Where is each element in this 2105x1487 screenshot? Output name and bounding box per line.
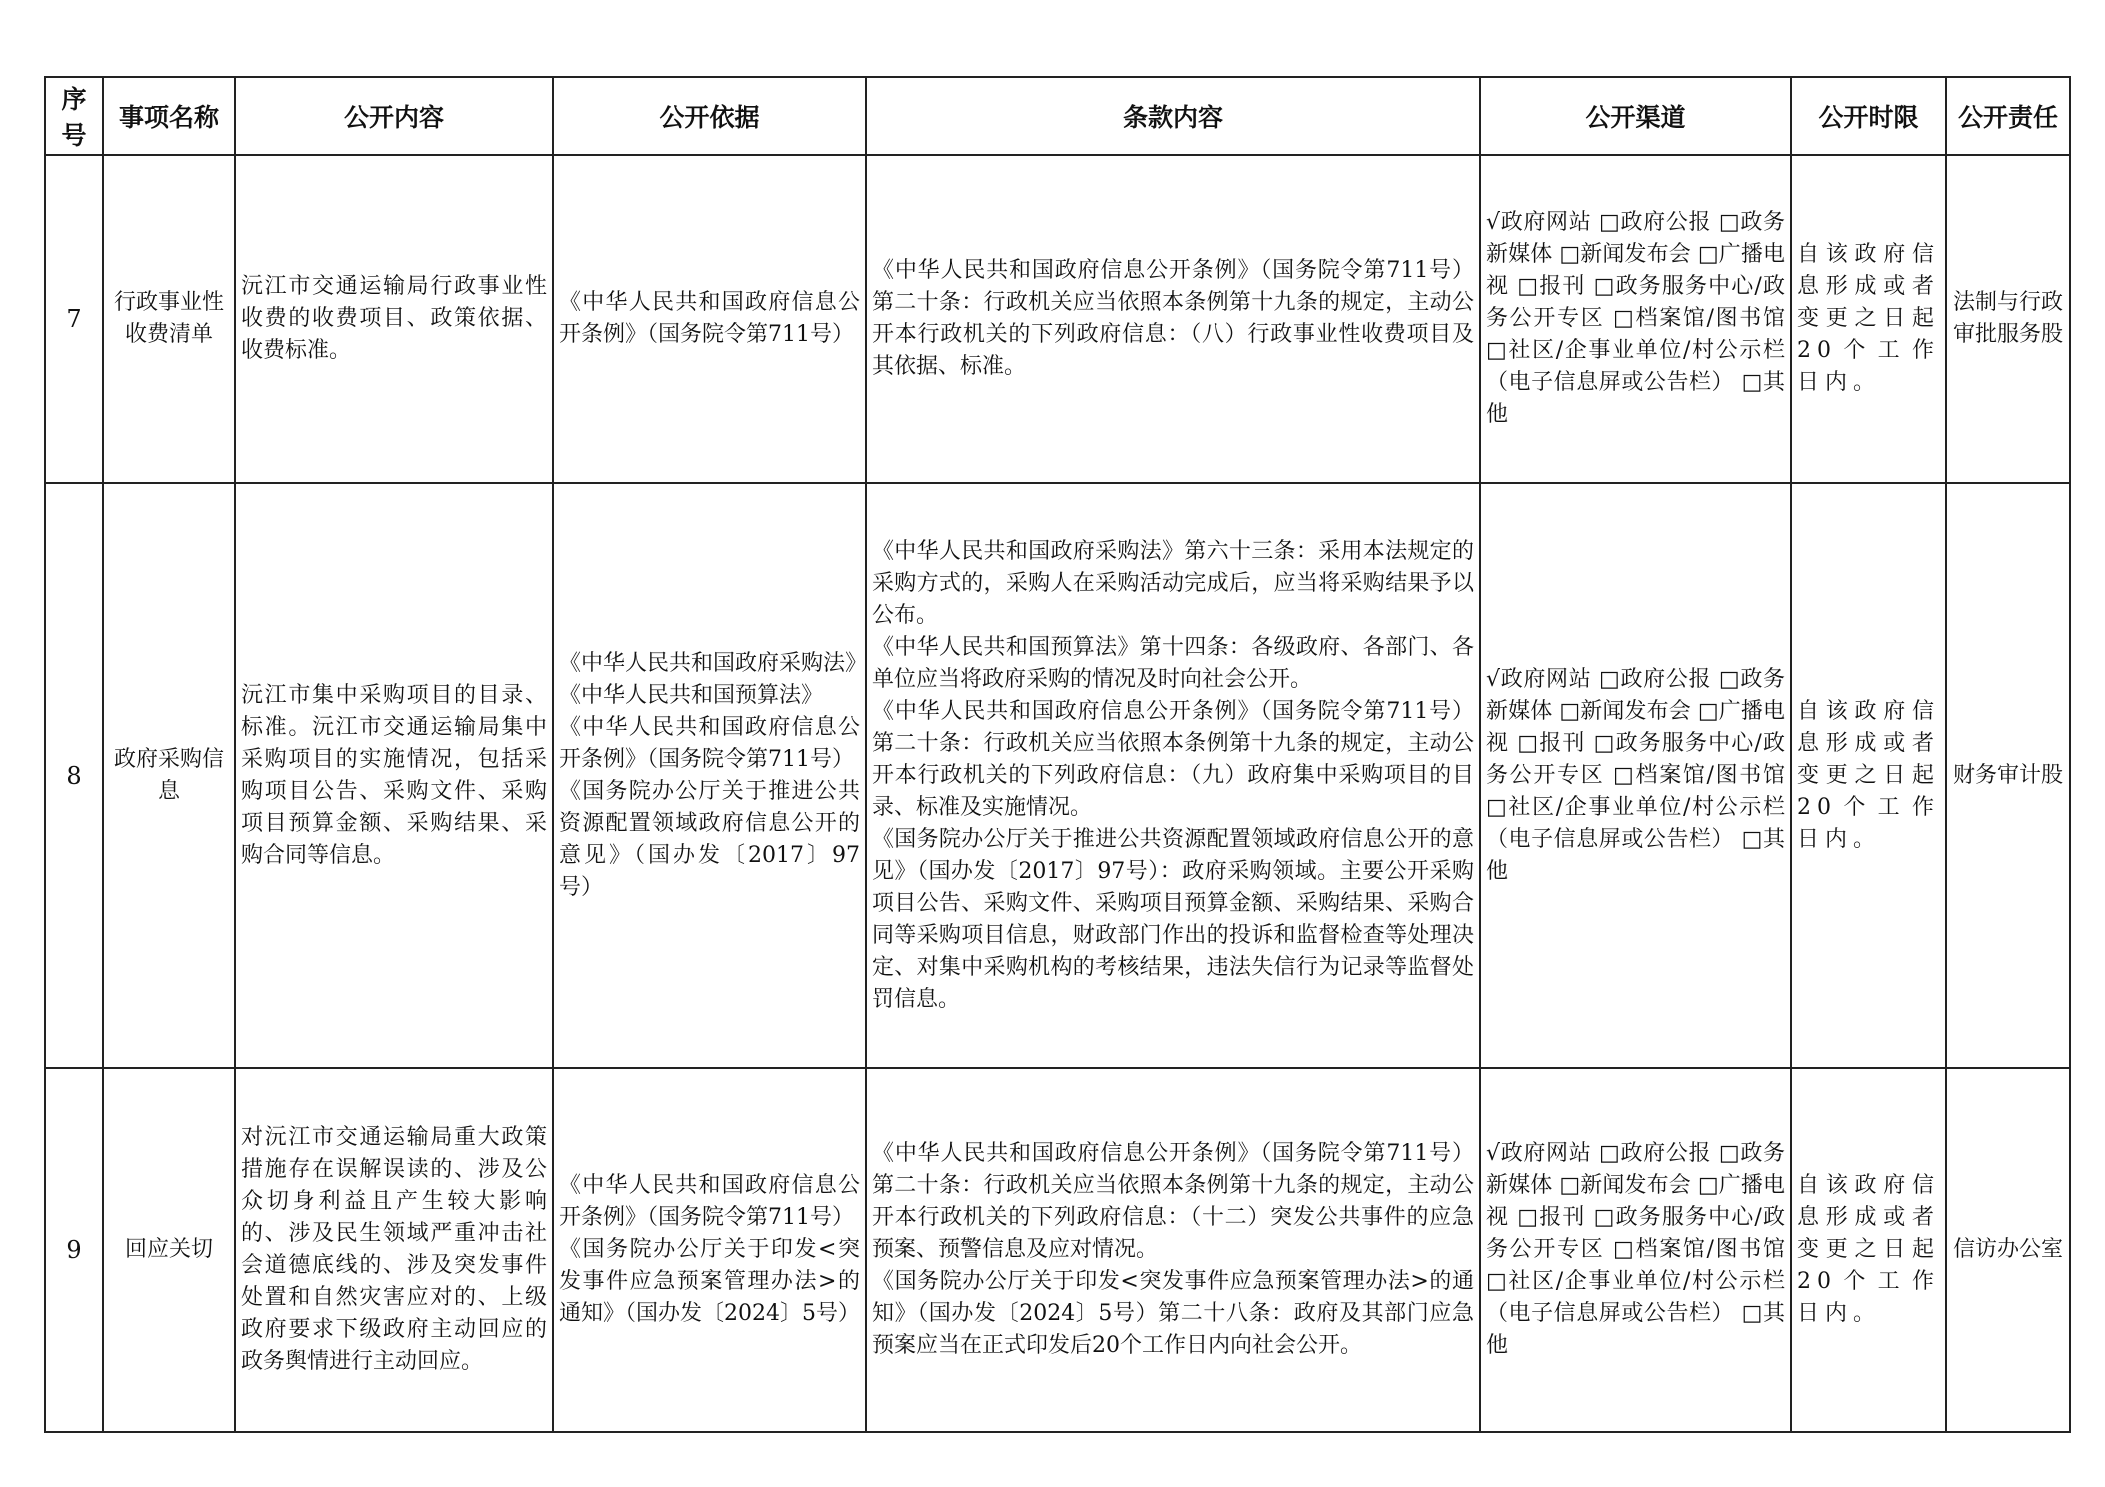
table-row — [45, 1068, 2070, 1432]
cell-responsibility: 法制与行政审批服务股 — [1946, 155, 2070, 483]
basis-item: 《中华人民共和国政府信息公开条例》（国务院令第711号） — [559, 714, 860, 772]
table-row — [45, 155, 2070, 483]
cell-time-limit: 自该政府信息形成或者变更之日起20个工作日内。 — [1791, 1068, 1946, 1432]
clause-item: 《国务院办公厅关于推进公共资源配置领域政府信息公开的意见》（国办发〔2017〕97号）：政府采购领域。主要公开采购项目公告、采购文件、采购项目预算金额、采购结果、采购合同等采购项目信息，财政部门作出的投诉和监督检查等处理决定、对集中采购机构的考核结果，违法失信行为记录等监督处罚信息。 — [872, 826, 1474, 1012]
header-responsibility: 公开责任 — [1946, 77, 2070, 155]
basis-item: 《中华人民共和国政府信息公开条例》（国务院令第711号） — [559, 290, 860, 347]
basis-item: 《中华人民共和国政府采购法》 — [559, 650, 868, 676]
clause-item: 《中华人民共和国政府采购法》第六十三条：采用本法规定的采购方式的，采购人在采购活动完成后，应当将采购结果予以公布。 — [872, 538, 1474, 628]
clause-item: 《中华人民共和国政府信息公开条例》（国务院令第711号）第二十条：行政机关应当依照本条例第十九条的规定，主动公开本行政机关的下列政府信息：（九）政府集中采购项目的目录、标准及实施情况。 — [872, 698, 1474, 820]
cell-content: 沅江市交通运输局行政事业性收费的收费项目、政策依据、收费标准。 — [235, 155, 553, 483]
basis-item: 《中华人民共和国政府信息公开条例》（国务院令第711号） — [559, 1173, 860, 1230]
basis-item: 《国务院办公厅关于推进公共资源配置领域政府信息公开的意见》（国办发〔2017〕97号） — [559, 778, 860, 900]
header-clauses: 条款内容 — [866, 77, 1480, 155]
clause-item: 《中华人民共和国政府信息公开条例》（国务院令第711号）第二十条：行政机关应当依照本条例第十九条的规定，主动公开本行政机关的下列政府信息：（八）行政事业性收费项目及其依据、标准。 — [872, 258, 1474, 379]
cell-name: 回应关切 — [103, 1068, 235, 1432]
cell-responsibility: 信访办公室 — [1946, 1068, 2070, 1432]
header-name: 事项名称 — [103, 77, 235, 155]
cell-channel: √政府网站 □政府公报 □政务新媒体 □新闻发布会 □广播电视 □报刊 □政务服务中心/政务公开专区 □档案馆/图书馆 □社区/企事业单位/村公示栏（电子信息屏或公告栏） □其他 — [1480, 1068, 1791, 1432]
cell-channel: √政府网站 □政府公报 □政务新媒体 □新闻发布会 □广播电视 □报刊 □政务服务中心/政务公开专区 □档案馆/图书馆 □社区/企事业单位/村公示栏（电子信息屏或公告栏） □其他 — [1480, 483, 1791, 1068]
cell-seq: 7 — [45, 155, 103, 483]
basis-item: 《国务院办公厅关于印发<突发事件应急预案管理办法>的通知》（国办发〔2024〕5号） — [559, 1237, 860, 1326]
cell-content: 对沅江市交通运输局重大政策措施存在误解误读的、涉及公众切身利益且产生较大影响的、涉及民生领域严重冲击社会道德底线的、涉及突发事件处置和自然灾害应对的、上级政府要求下级政府主动回应的政务舆情进行主动回应。 — [235, 1068, 553, 1432]
cell-responsibility: 财务审计股 — [1946, 483, 2070, 1068]
cell-name: 政府采购信息 — [103, 483, 235, 1068]
cell-time-limit: 自该政府信息形成或者变更之日起20个工作日内。 — [1791, 155, 1946, 483]
header-time-limit: 公开时限 — [1791, 77, 1946, 155]
disclosure-table — [44, 76, 2071, 1433]
cell-clauses — [866, 1068, 1480, 1432]
basis-item: 《中华人民共和国预算法》 — [559, 682, 824, 708]
cell-clauses — [866, 483, 1480, 1068]
cell-basis — [553, 155, 866, 483]
cell-clauses — [866, 155, 1480, 483]
header-row — [45, 77, 2070, 155]
clause-item: 《中华人民共和国预算法》第十四条：各级政府、各部门、各单位应当将政府采购的情况及时向社会公开。 — [872, 634, 1474, 692]
header-content: 公开内容 — [235, 77, 553, 155]
cell-basis — [553, 1068, 866, 1432]
header-basis: 公开依据 — [553, 77, 866, 155]
cell-name: 行政事业性收费清单 — [103, 155, 235, 483]
header-channel: 公开渠道 — [1480, 77, 1791, 155]
cell-seq: 9 — [45, 1068, 103, 1432]
cell-basis — [553, 483, 866, 1068]
cell-time-limit: 自该政府信息形成或者变更之日起20个工作日内。 — [1791, 483, 1946, 1068]
clause-item: 《中华人民共和国政府信息公开条例》（国务院令第711号）第二十条：行政机关应当依照本条例第十九条的规定，主动公开本行政机关的下列政府信息：（十二）突发公共事件的应急预案、预警信息及应对情况。 — [872, 1141, 1474, 1262]
cell-seq: 8 — [45, 483, 103, 1068]
table-row — [45, 483, 2070, 1068]
cell-content: 沅江市集中采购项目的目录、标准。沅江市交通运输局集中采购项目的实施情况，包括采购项目公告、采购文件、采购项目预算金额、采购结果、采购合同等信息。 — [235, 483, 553, 1068]
cell-channel: √政府网站 □政府公报 □政务新媒体 □新闻发布会 □广播电视 □报刊 □政务服务中心/政务公开专区 □档案馆/图书馆 □社区/企事业单位/村公示栏（电子信息屏或公告栏） □其他 — [1480, 155, 1791, 483]
clause-item: 《国务院办公厅关于印发<突发事件应急预案管理办法>的通知》（国办发〔2024〕5号）第二十八条：政府及其部门应急预案应当在正式印发后20个工作日内向社会公开。 — [872, 1269, 1474, 1358]
header-seq: 序号 — [45, 77, 103, 155]
